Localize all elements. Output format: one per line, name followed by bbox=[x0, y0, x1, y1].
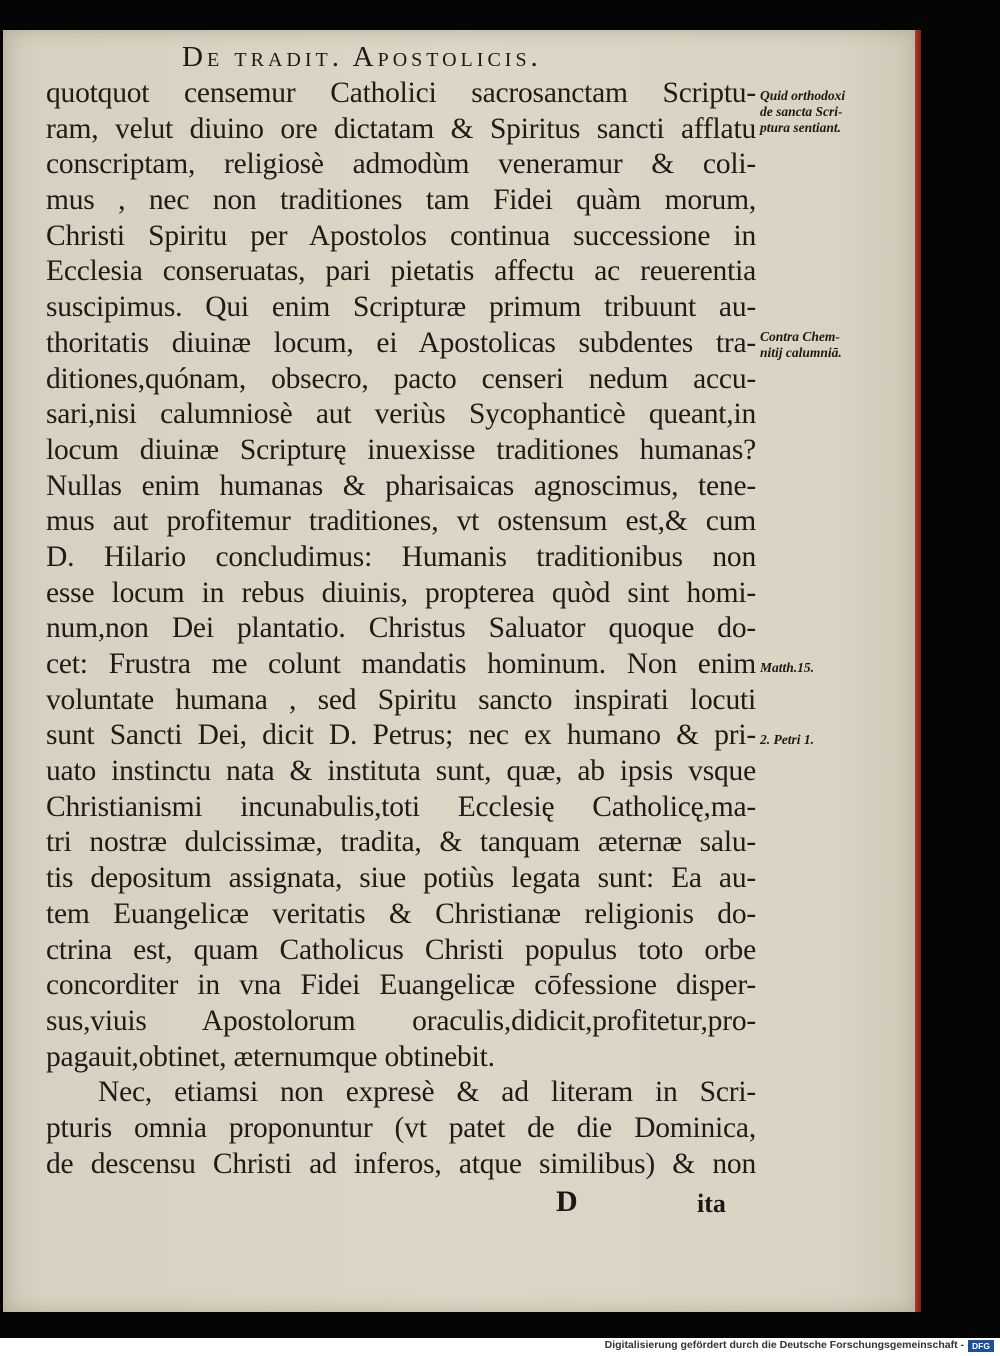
text-line: esse locum in rebus diuinis, propterea quòd sint homi- bbox=[46, 576, 756, 609]
signature-mark: D bbox=[556, 1185, 578, 1218]
text-line: conscriptam, religiosè admodùm veneramur & coli- bbox=[46, 148, 756, 181]
text-line: num,non Dei plantatio. Christus Saluator quoque do- bbox=[46, 612, 756, 645]
text-line: Christianismi incunabulis,toti Ecclesię Catholicę,ma- bbox=[46, 790, 756, 823]
margin-note-orthodoxi: Quid orthodoxi de sancta Scri- ptura sentiant. bbox=[760, 88, 846, 135]
page-edge-red bbox=[915, 30, 921, 1312]
text-line: sunt Sancti Dei, dicit D. Petrus; nec ex humano & pri- bbox=[46, 719, 756, 752]
text-line: locum diuinæ Scripturę inuexisse traditiones humanas? bbox=[46, 433, 756, 466]
text-line: tem Euangelicæ veritatis & Christianæ religionis do- bbox=[46, 897, 756, 930]
text-line: D. Hilario concludimus: Humanis traditionibus non bbox=[46, 540, 756, 573]
text-line: sus,viuis Apostolorum oraculis,didicit,profitetur,pro- bbox=[46, 1004, 756, 1037]
text-line: sari,nisi calumniosè aut veriùs Sycophanticè queant,in bbox=[46, 398, 756, 431]
text-line: Nullas enim humanas & pharisaicas agnoscimus, tene- bbox=[46, 469, 756, 502]
text-line: uato instinctu nata & instituta sunt, quæ, ab ipsis vsque bbox=[46, 755, 756, 788]
text-line: ctrina est, quam Catholicus Christi populus toto orbe bbox=[46, 933, 756, 966]
text-line: thoritatis diuinæ locum, ei Apostolicas subdentes tra- bbox=[46, 326, 756, 359]
running-head: De tradit. Apostolicis. bbox=[182, 41, 542, 73]
text-line: quotquot censemur Catholici sacrosanctam Scriptu- bbox=[46, 77, 756, 109]
text-line: pagauit,obtinet, æternumque obtinebit. bbox=[46, 1040, 495, 1073]
margin-note-matth: Matth.15. bbox=[760, 660, 815, 675]
dfg-logo: DFG bbox=[968, 1340, 994, 1352]
body-text bbox=[46, 76, 756, 1182]
catchword: ita bbox=[697, 1189, 726, 1218]
text-line: tri nostræ dulcissimæ, tradita, & tanquam æternæ salu- bbox=[46, 826, 756, 859]
text-line: Nec, etiamsi non expresè & ad literam in Scri- bbox=[98, 1076, 756, 1109]
text-line: cet: Frustra me colunt mandatis hominum. Non enim bbox=[46, 648, 756, 680]
text-line: ditiones,quónam, obsecro, pacto censeri nedum accu- bbox=[46, 362, 756, 395]
text-line: pturis omnia proponuntur (vt patet de die Dominica, bbox=[46, 1111, 756, 1144]
margin-note-chemnitij: Contra Chem- nitij calumniā. bbox=[760, 329, 842, 360]
text-line: suscipimus. Qui enim Scripturæ primum tribuunt au- bbox=[46, 291, 756, 324]
text-line: Christi Spiritu per Apostolos continua successione in bbox=[46, 219, 756, 252]
margin-note-petri: 2. Petri 1. bbox=[760, 732, 814, 747]
text-line: mus , nec non traditiones tam Fidei quàm morum, bbox=[46, 184, 756, 217]
text-line: Ecclesia conseruatas, pari pietatis affectu ac reuerentia bbox=[46, 255, 756, 288]
footer-bar bbox=[0, 1338, 1000, 1356]
text-line: de descensu Christi ad inferos, atque similibus) & non bbox=[46, 1147, 756, 1180]
text-line: mus aut profitemur traditiones, vt ostensum est,& cum bbox=[46, 505, 756, 538]
text-line: tis depositum assignata, siue potiùs legata sunt: Ea au- bbox=[46, 862, 756, 895]
text-line: concorditer in vna Fidei Euangelicæ cōfessione disper- bbox=[46, 969, 756, 1002]
footer-credit: Digitalisierung gefördert durch die Deutsche Forschungsgemeinschaft - bbox=[604, 1339, 964, 1351]
text-line: ram, velut diuino ore dictatam & Spiritus sancti afflatu bbox=[46, 112, 756, 145]
text-line: voluntate humana , sed Spiritu sancto inspirati locuti bbox=[46, 683, 756, 716]
